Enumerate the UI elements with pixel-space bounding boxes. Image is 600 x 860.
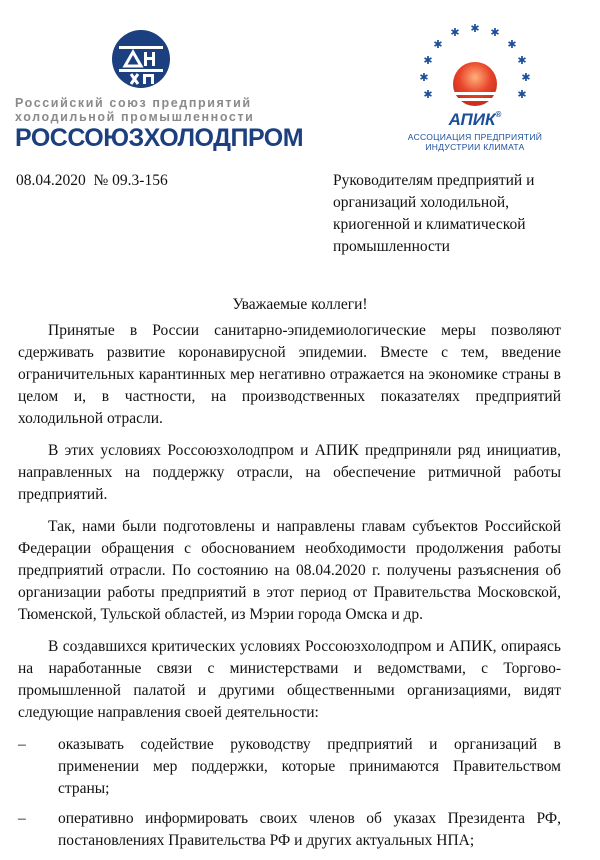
directions-list: [18, 734, 561, 852]
apik-brand-name: АПИК®: [448, 110, 502, 129]
addressee-block: Руководителям предприятий и организаций холодильной, криогенной и климатической промышленности: [333, 172, 535, 255]
svg-text:✱: ✱: [517, 54, 527, 67]
svg-text:✱: ✱: [419, 71, 429, 84]
document-date-number: 08.04.2020 № 09.3-156: [16, 172, 168, 189]
letter-body: [18, 320, 561, 860]
svg-text:✱: ✱: [490, 26, 500, 39]
body-paragraph-4: В создавшихся критических условиях Россоюзхолодпром и АПИК, опираясь на наработанные связи с министерствами и ведомствами, с Торгово-промышленной палатой и другими общественными организациями, видят следующие направления своей деятельности:: [18, 638, 561, 721]
svg-text:✱: ✱: [470, 22, 480, 35]
svg-text:✱: ✱: [521, 71, 531, 84]
rossoyuzholodprom-emblem-icon: [111, 28, 171, 90]
apik-logo: [400, 22, 550, 150]
apik-subtitle-line2: ИНДУСТРИИ КЛИМАТА: [425, 142, 525, 152]
registered-mark: ®: [495, 110, 502, 119]
body-paragraph-3: Так, нами были подготовлены и направлены главам субъектов Российской Федерации обращения с обоснованием необходимости продолжения работы предприятий отрасли. По состоянию на 08.04.2020 г. получены разъяснения об организации работы предприятий в этот период от Правительства Московской, Тюменской, Тульской областей, из Мэрии города Омска и др.: [18, 518, 561, 623]
salutation: Уважаемые коллеги!: [232, 296, 368, 313]
rossoyuzholodprom-logo: [15, 28, 315, 158]
svg-text:✱: ✱: [433, 38, 443, 51]
org-tagline-line1: Российский союз предприятий: [15, 96, 252, 110]
svg-text:✱: ✱: [517, 88, 527, 101]
org-brand-name: РОССОЮЗХОЛОДПРОМ: [15, 124, 304, 152]
body-paragraph-2: В этих условиях Россоюзхолодпром и АПИК предприняли ряд инициатив, направленных на поддержку отрасли, на обеспечение ритмичной работы предприятий.: [18, 442, 561, 503]
apik-sun-stars-icon: [400, 22, 550, 107]
svg-text:✱: ✱: [423, 54, 433, 67]
svg-text:✱: ✱: [423, 88, 433, 101]
org-tagline-line2: холодильной промышленности: [15, 110, 255, 124]
list-item-text: оперативно информировать своих членов об указах Президента РФ, постановлениях Правительства РФ и других актуальных НПА;: [58, 810, 561, 849]
list-dash-marker: –: [18, 810, 26, 827]
list-item: [18, 808, 561, 852]
svg-text:✱: ✱: [450, 26, 460, 39]
list-dash-marker: –: [18, 736, 26, 753]
apik-subtitle-line1: АССОЦИАЦИЯ ПРЕДПРИЯТИЙ: [407, 132, 543, 142]
body-paragraph-1: Принятые в России санитарно-эпидемиологические меры позволяют сдерживать развитие коронавирусной эпидемии. Вместе с тем, введение ограничительных карантинных мер негативно отражается на экономике страны в целом и, в частности, на производственных показателях предприятий холодильной отрасли.: [18, 322, 561, 427]
list-item-text: оказывать содействие руководству предприятий и организаций в применении мер поддержки, которые принимаются Правительством страны;: [58, 736, 561, 797]
svg-text:✱: ✱: [507, 38, 517, 51]
list-item: [18, 734, 561, 800]
